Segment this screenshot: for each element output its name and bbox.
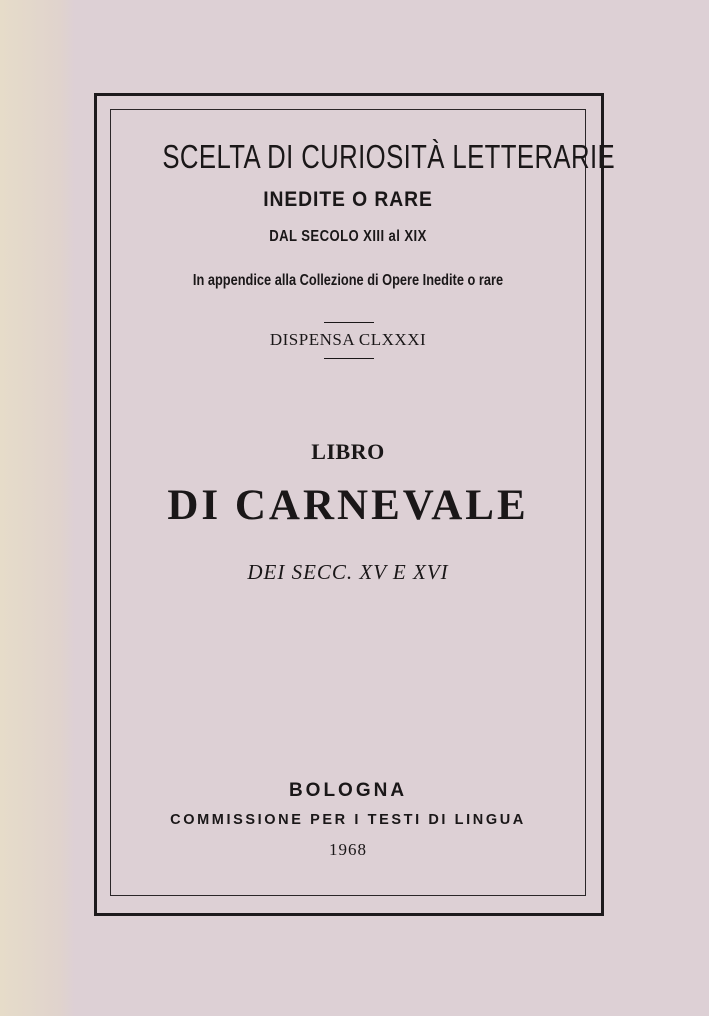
appendix-note: In appendice alla Collezione di Opere Inedite o rare <box>192 272 504 289</box>
divider-bottom <box>324 358 374 359</box>
book-title: DI CARNEVALE <box>167 482 529 529</box>
series-subtitle: INEDITE O RARE <box>263 188 433 211</box>
year: 1968 <box>329 840 367 859</box>
book-subtitle: DEI SECC. XV E XVI <box>247 560 449 584</box>
city: BOLOGNA <box>288 780 408 801</box>
series-title: SCELTA DI CURIOSITÀ LETTERARIE <box>162 138 616 175</box>
title-line1: LIBRO <box>311 439 385 464</box>
issue-number: DISPENSA CLXXXI <box>269 330 427 349</box>
divider-top <box>324 322 374 323</box>
period: DAL SECOLO XIII al XIX <box>269 228 427 245</box>
publisher: COMMISSIONE PER I TESTI DI LINGUA <box>170 812 526 828</box>
